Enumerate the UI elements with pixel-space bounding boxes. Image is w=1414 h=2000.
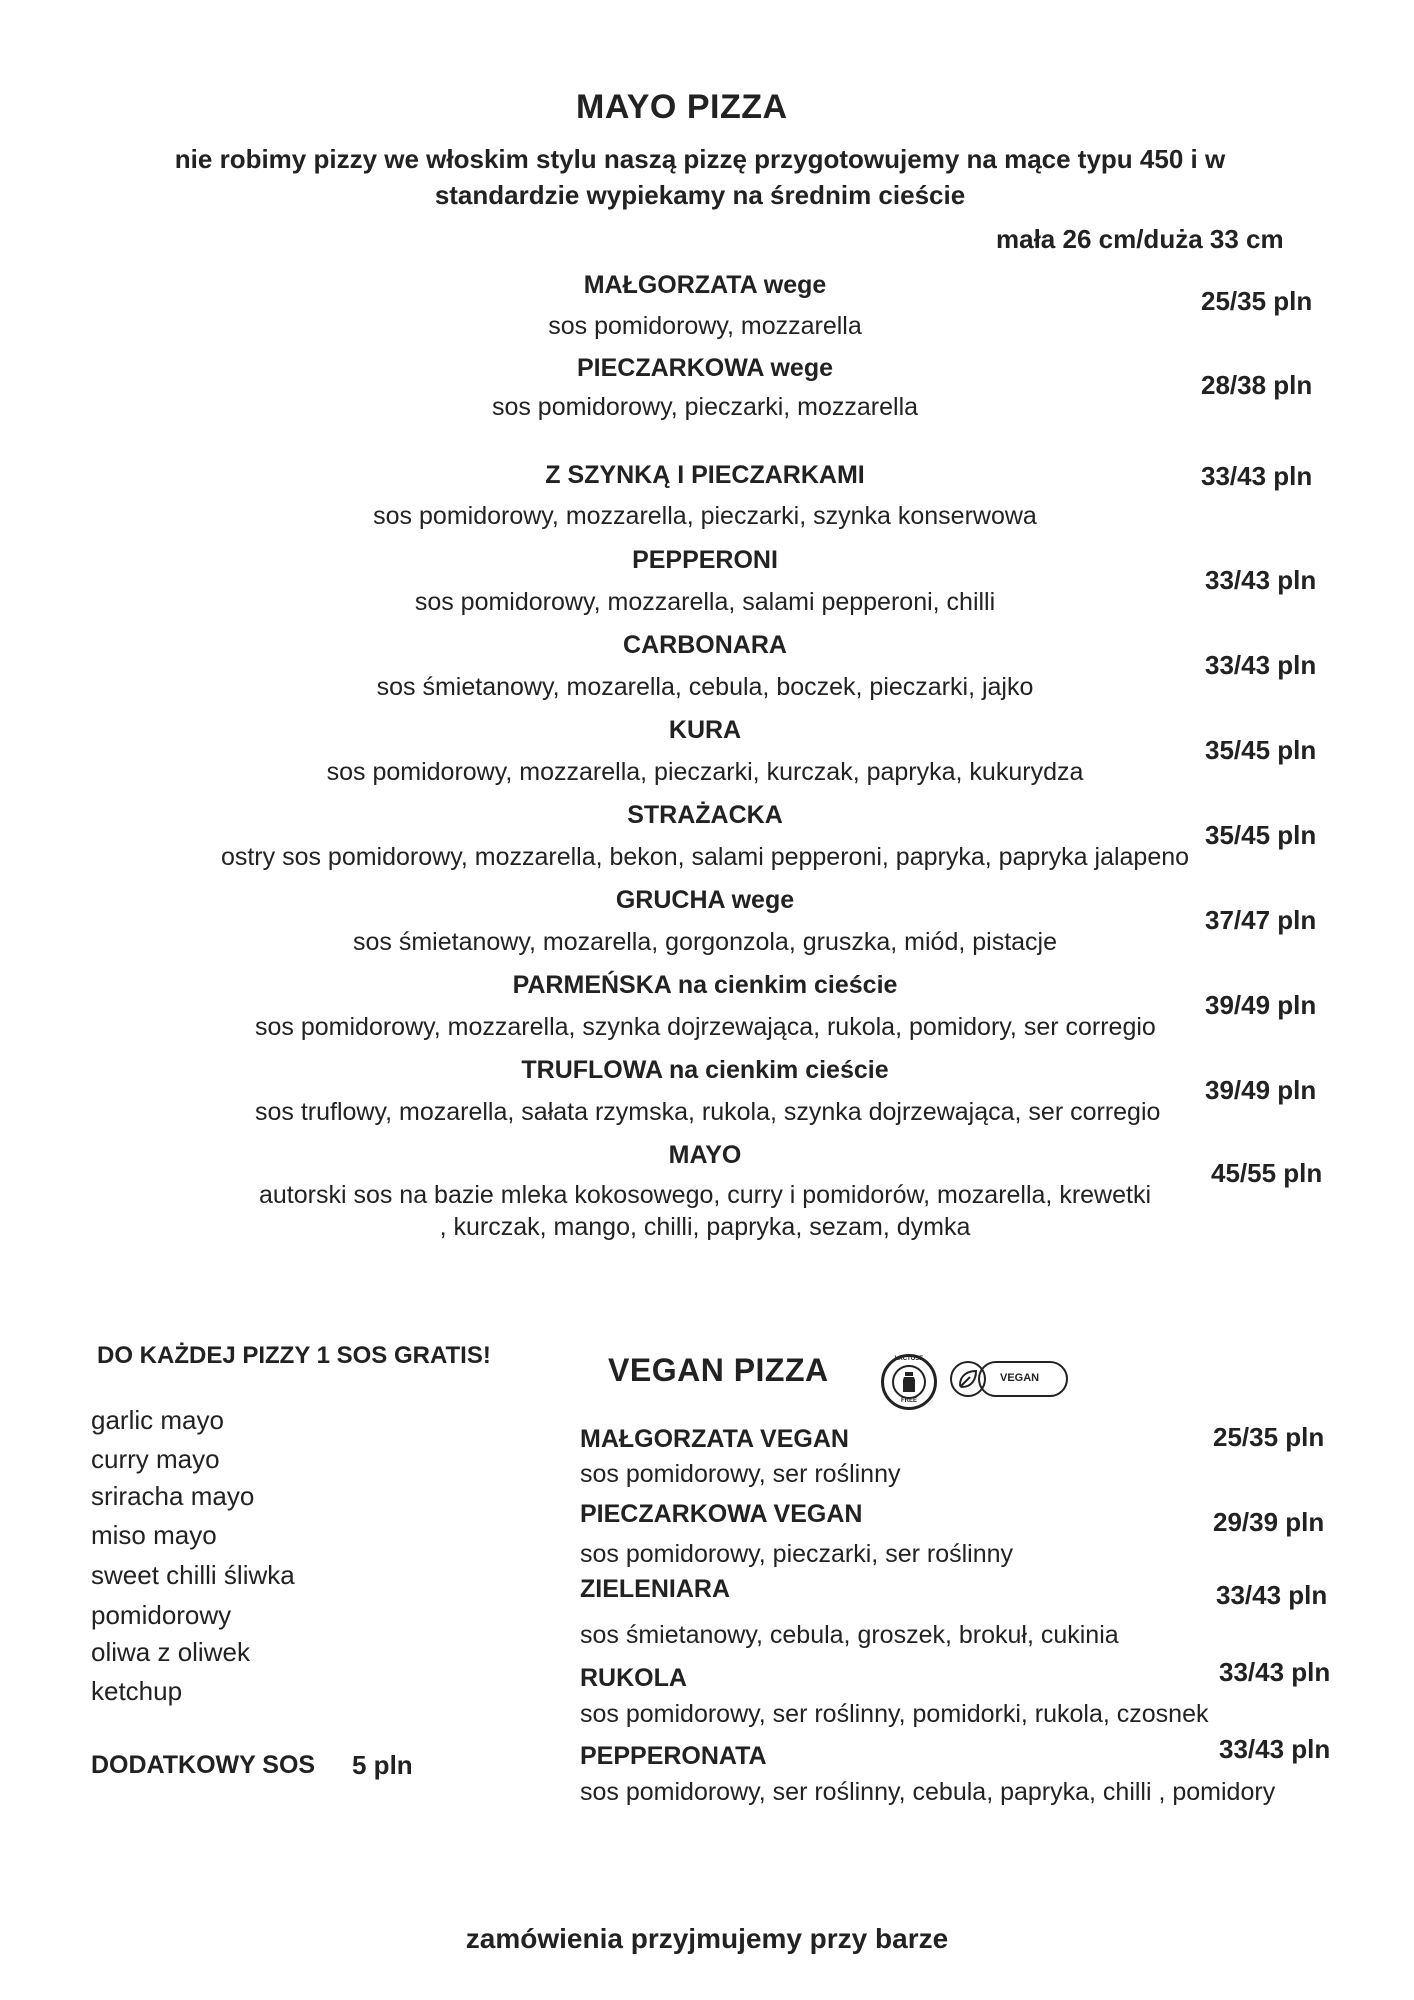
pizza-price: 28/38 pln	[1201, 370, 1313, 400]
pizza-price: 35/45 pln	[1205, 820, 1317, 850]
vegan-pizza-name: PEPPERONATA	[580, 1742, 767, 1770]
extra-sauce-price: 5 pln	[352, 1750, 413, 1780]
pizza-name: MAŁGORZATA wege	[583, 271, 827, 299]
badge-lactose-text: LACTOSE	[894, 1356, 924, 1362]
sauce-item: sriracha mayo	[91, 1481, 255, 1511]
page-title: MAYO PIZZA	[576, 88, 788, 126]
pizza-desc: ostry sos pomidorowy, mozzarella, bekon, salami pepperoni, papryka, papryka jalapeno	[220, 843, 1190, 871]
pizza-name: STRAŻACKA	[627, 801, 783, 829]
vegan-pizza-desc: sos śmietanowy, cebula, groszek, brokuł, cukinia	[580, 1621, 1119, 1649]
pizza-desc: sos pomidorowy, mozzarella	[548, 312, 862, 340]
pizza-name: PEPPERONI	[632, 546, 778, 574]
vegan-pizza-desc: sos pomidorowy, ser roślinny, pomidorki, rukola, czosnek	[580, 1700, 1209, 1728]
vegan-pizza-name: MAŁGORZATA VEGAN	[580, 1425, 849, 1453]
vegan-pizza-name: RUKOLA	[580, 1664, 687, 1692]
vegan-pizza-desc: sos pomidorowy, ser roślinny	[580, 1460, 901, 1488]
sauce-item: pomidorowy	[91, 1600, 232, 1630]
vegan-pizza-name: PIECZARKOWA VEGAN	[580, 1500, 863, 1528]
pizza-price: 33/43 pln	[1205, 650, 1317, 680]
pizza-desc: autorski sos na bazie mleka kokosowego, curry i pomidorów, mozarella, krewetki	[258, 1181, 1152, 1209]
subtitle-line-2: standardzie wypiekamy na średnim cieście	[434, 180, 966, 210]
pizza-name: PARMEŃSKA na cienkim cieście	[512, 971, 898, 999]
size-note: mała 26 cm/duża 33 cm	[996, 224, 1284, 254]
vegan-pizza-price: 29/39 pln	[1213, 1507, 1325, 1537]
pizza-name: GRUCHA wege	[615, 886, 795, 914]
sauce-item: ketchup	[91, 1676, 183, 1706]
vegan-badge-text: VEGAN	[1000, 1372, 1040, 1384]
vegan-title: VEGAN PIZZA	[608, 1352, 829, 1388]
pizza-price: 39/49 pln	[1205, 1075, 1317, 1105]
pizza-desc: sos pomidorowy, mozzarella, szynka dojrzewająca, rukola, pomidory, ser corregio	[255, 1013, 1156, 1041]
pizza-desc: sos śmietanowy, mozarella, gorgonzola, gruszka, miód, pistacje	[352, 928, 1058, 956]
extra-sauce-label: DODATKOWY SOS	[91, 1751, 316, 1779]
pizza-name: MAYO	[668, 1141, 742, 1169]
pizza-price: 39/49 pln	[1205, 990, 1317, 1020]
footer-note: zamówienia przyjmujemy przy barze	[465, 1923, 949, 1954]
pizza-name: CARBONARA	[623, 631, 787, 659]
pizza-price: 45/55 pln	[1211, 1158, 1323, 1188]
sauce-item: garlic mayo	[91, 1405, 224, 1435]
sauce-item: miso mayo	[91, 1520, 217, 1550]
vegan-pizza-price: 33/43 pln	[1216, 1580, 1328, 1610]
sauces-title: DO KAŻDEJ PIZZY 1 SOS GRATIS!	[97, 1342, 491, 1369]
vegan-pizza-desc: sos pomidorowy, pieczarki, ser roślinny	[580, 1540, 1014, 1568]
pizza-desc: sos pomidorowy, mozzarella, salami pepperoni, chilli	[414, 588, 996, 616]
badge-free-text: FREE	[900, 1398, 917, 1404]
pizza-desc: sos śmietanowy, mozarella, cebula, boczek, pieczarki, jajko	[376, 673, 1034, 701]
vegan-pizza-desc: sos pomidorowy, ser roślinny, cebula, papryka, chilli , pomidory	[580, 1778, 1276, 1806]
pizza-price: 25/35 pln	[1201, 286, 1313, 316]
pizza-desc: sos truflowy, mozarella, sałata rzymska, rukola, szynka dojrzewająca, ser corregio	[255, 1098, 1161, 1126]
pizza-desc: sos pomidorowy, mozzarella, pieczarki, kurczak, papryka, kukurydza	[326, 758, 1084, 786]
pizza-price: 35/45 pln	[1205, 735, 1317, 765]
sauce-item: oliwa z oliwek	[91, 1637, 250, 1667]
pizza-name: KURA	[668, 716, 742, 744]
pizza-desc: sos pomidorowy, pieczarki, mozzarella	[491, 393, 919, 421]
subtitle-line-1: nie robimy pizzy we włoskim stylu naszą pizzę przygotowujemy na mące typu 450 i w	[174, 144, 1226, 174]
vegan-badge	[978, 1361, 1068, 1397]
bottle-icon	[892, 1365, 926, 1399]
pizza-name: Z SZYNKĄ I PIECZARKAMI	[545, 461, 865, 489]
sauce-item: curry mayo	[91, 1444, 220, 1474]
lactose-free-icon	[881, 1354, 937, 1410]
sauce-item: sweet chilli śliwka	[91, 1560, 295, 1590]
vegan-pizza-name: ZIELENIARA	[580, 1575, 730, 1603]
pizza-desc: , kurczak, mango, chilli, papryka, sezam, dymka	[439, 1213, 971, 1241]
vegan-pizza-price: 33/43 pln	[1219, 1734, 1331, 1764]
pizza-desc: sos pomidorowy, mozzarella, pieczarki, szynka konserwowa	[373, 502, 1037, 530]
pizza-price: 37/47 pln	[1205, 905, 1317, 935]
pizza-price: 33/43 pln	[1201, 461, 1313, 491]
pizza-price: 33/43 pln	[1205, 565, 1317, 595]
pizza-name: PIECZARKOWA wege	[576, 354, 834, 382]
vegan-pizza-price: 25/35 pln	[1213, 1422, 1325, 1452]
pizza-name: TRUFLOWA na cienkim cieście	[521, 1056, 889, 1084]
vegan-pizza-price: 33/43 pln	[1219, 1657, 1331, 1687]
